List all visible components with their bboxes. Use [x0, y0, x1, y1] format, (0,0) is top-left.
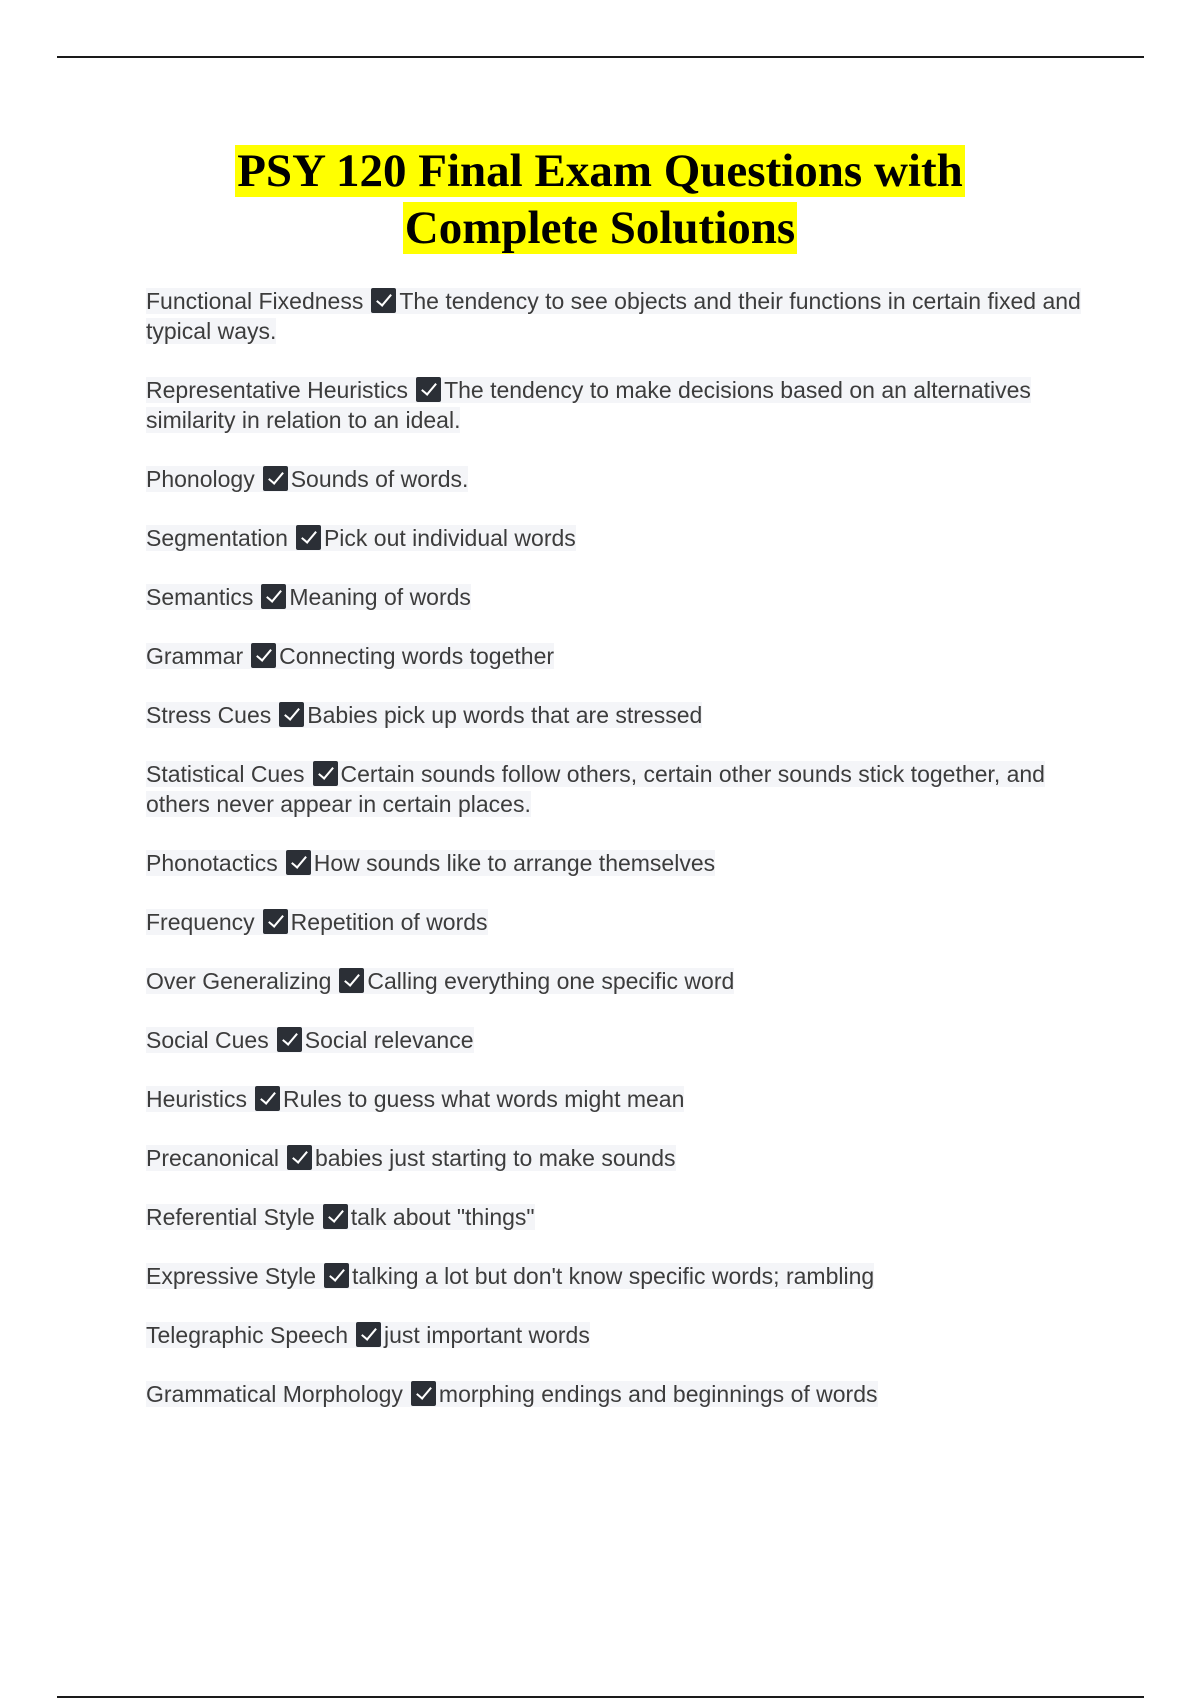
term: Functional Fixedness [146, 288, 364, 314]
checkmark-box-icon [251, 643, 276, 668]
qa-item [146, 966, 1086, 996]
qa-item [146, 1202, 1086, 1232]
qa-list [146, 286, 1086, 1438]
checkmark-box-icon [323, 1204, 348, 1229]
definition: morphing endings and beginnings of words [438, 1381, 878, 1407]
page-title [0, 143, 1200, 257]
checkmark-box-icon [263, 466, 288, 491]
term: Statistical Cues [146, 761, 305, 787]
definition: Sounds of words. [290, 466, 469, 492]
definition: Connecting words together [279, 643, 555, 669]
term: Phonology [146, 466, 255, 492]
definition: talk about "things" [350, 1204, 535, 1230]
definition: The tendency to see objects and their functions in certain fixed and typical ways. [146, 288, 1081, 344]
checkmark-box-icon [287, 1145, 312, 1170]
top-rule [57, 56, 1144, 58]
definition: Pick out individual words [323, 525, 576, 551]
term: Representative Heuristics [146, 377, 409, 403]
term: Precanonical [146, 1145, 279, 1171]
checkmark-box-icon [296, 525, 321, 550]
qa-item [146, 464, 1086, 494]
term: Heuristics [146, 1086, 247, 1112]
definition: Repetition of words [290, 909, 488, 935]
definition: Certain sounds follow others, certain other sounds stick together, and others never appear in certain places. [146, 761, 1045, 817]
term: Frequency [146, 909, 255, 935]
definition: babies just starting to make sounds [314, 1145, 676, 1171]
qa-item [146, 1084, 1086, 1114]
qa-item [146, 907, 1086, 937]
checkmark-box-icon [339, 968, 364, 993]
qa-item [146, 286, 1086, 346]
qa-item [146, 523, 1086, 553]
qa-item [146, 641, 1086, 671]
definition: Rules to guess what words might mean [282, 1086, 685, 1112]
definition: Meaning of words [289, 584, 471, 610]
checkmark-box-icon [263, 909, 288, 934]
definition: How sounds like to arrange themselves [313, 850, 716, 876]
term: Telegraphic Speech [146, 1322, 349, 1348]
qa-item [146, 1320, 1086, 1350]
qa-item [146, 759, 1086, 819]
definition: Social relevance [304, 1027, 474, 1053]
qa-item [146, 700, 1086, 730]
definition: Calling everything one specific word [367, 968, 735, 994]
checkmark-box-icon [371, 288, 396, 313]
term: Segmentation [146, 525, 288, 551]
bottom-rule [57, 1696, 1144, 1698]
term: Over Generalizing [146, 968, 332, 994]
definition: talking a lot but don't know specific words; rambling [352, 1263, 875, 1289]
qa-item [146, 1025, 1086, 1055]
checkmark-box-icon [286, 850, 311, 875]
qa-item [146, 848, 1086, 878]
qa-item [146, 1143, 1086, 1173]
definition: The tendency to make decisions based on an alternatives similarity in relation to an ideal. [146, 377, 1031, 433]
checkmark-box-icon [277, 1027, 302, 1052]
definition: just important words [384, 1322, 590, 1348]
term: Social Cues [146, 1027, 269, 1053]
qa-item [146, 582, 1086, 612]
checkmark-box-icon [324, 1263, 349, 1288]
qa-item [146, 1261, 1086, 1291]
term: Semantics [146, 584, 254, 610]
term: Grammar [146, 643, 244, 669]
checkmark-box-icon [411, 1381, 436, 1406]
term: Stress Cues [146, 702, 272, 728]
checkmark-box-icon [356, 1322, 381, 1347]
checkmark-box-icon [416, 377, 441, 402]
checkmark-box-icon [255, 1086, 280, 1111]
checkmark-box-icon [279, 702, 304, 727]
term: Phonotactics [146, 850, 278, 876]
checkmark-box-icon [261, 584, 286, 609]
term: Referential Style [146, 1204, 315, 1230]
term: Grammatical Morphology [146, 1381, 403, 1407]
term: Expressive Style [146, 1263, 317, 1289]
qa-item [146, 1379, 1086, 1409]
title-line-2: Complete Solutions [404, 202, 796, 254]
definition: Babies pick up words that are stressed [307, 702, 703, 728]
qa-item [146, 375, 1086, 435]
title-line-1: PSY 120 Final Exam Questions with [237, 145, 963, 197]
checkmark-box-icon [313, 761, 338, 786]
